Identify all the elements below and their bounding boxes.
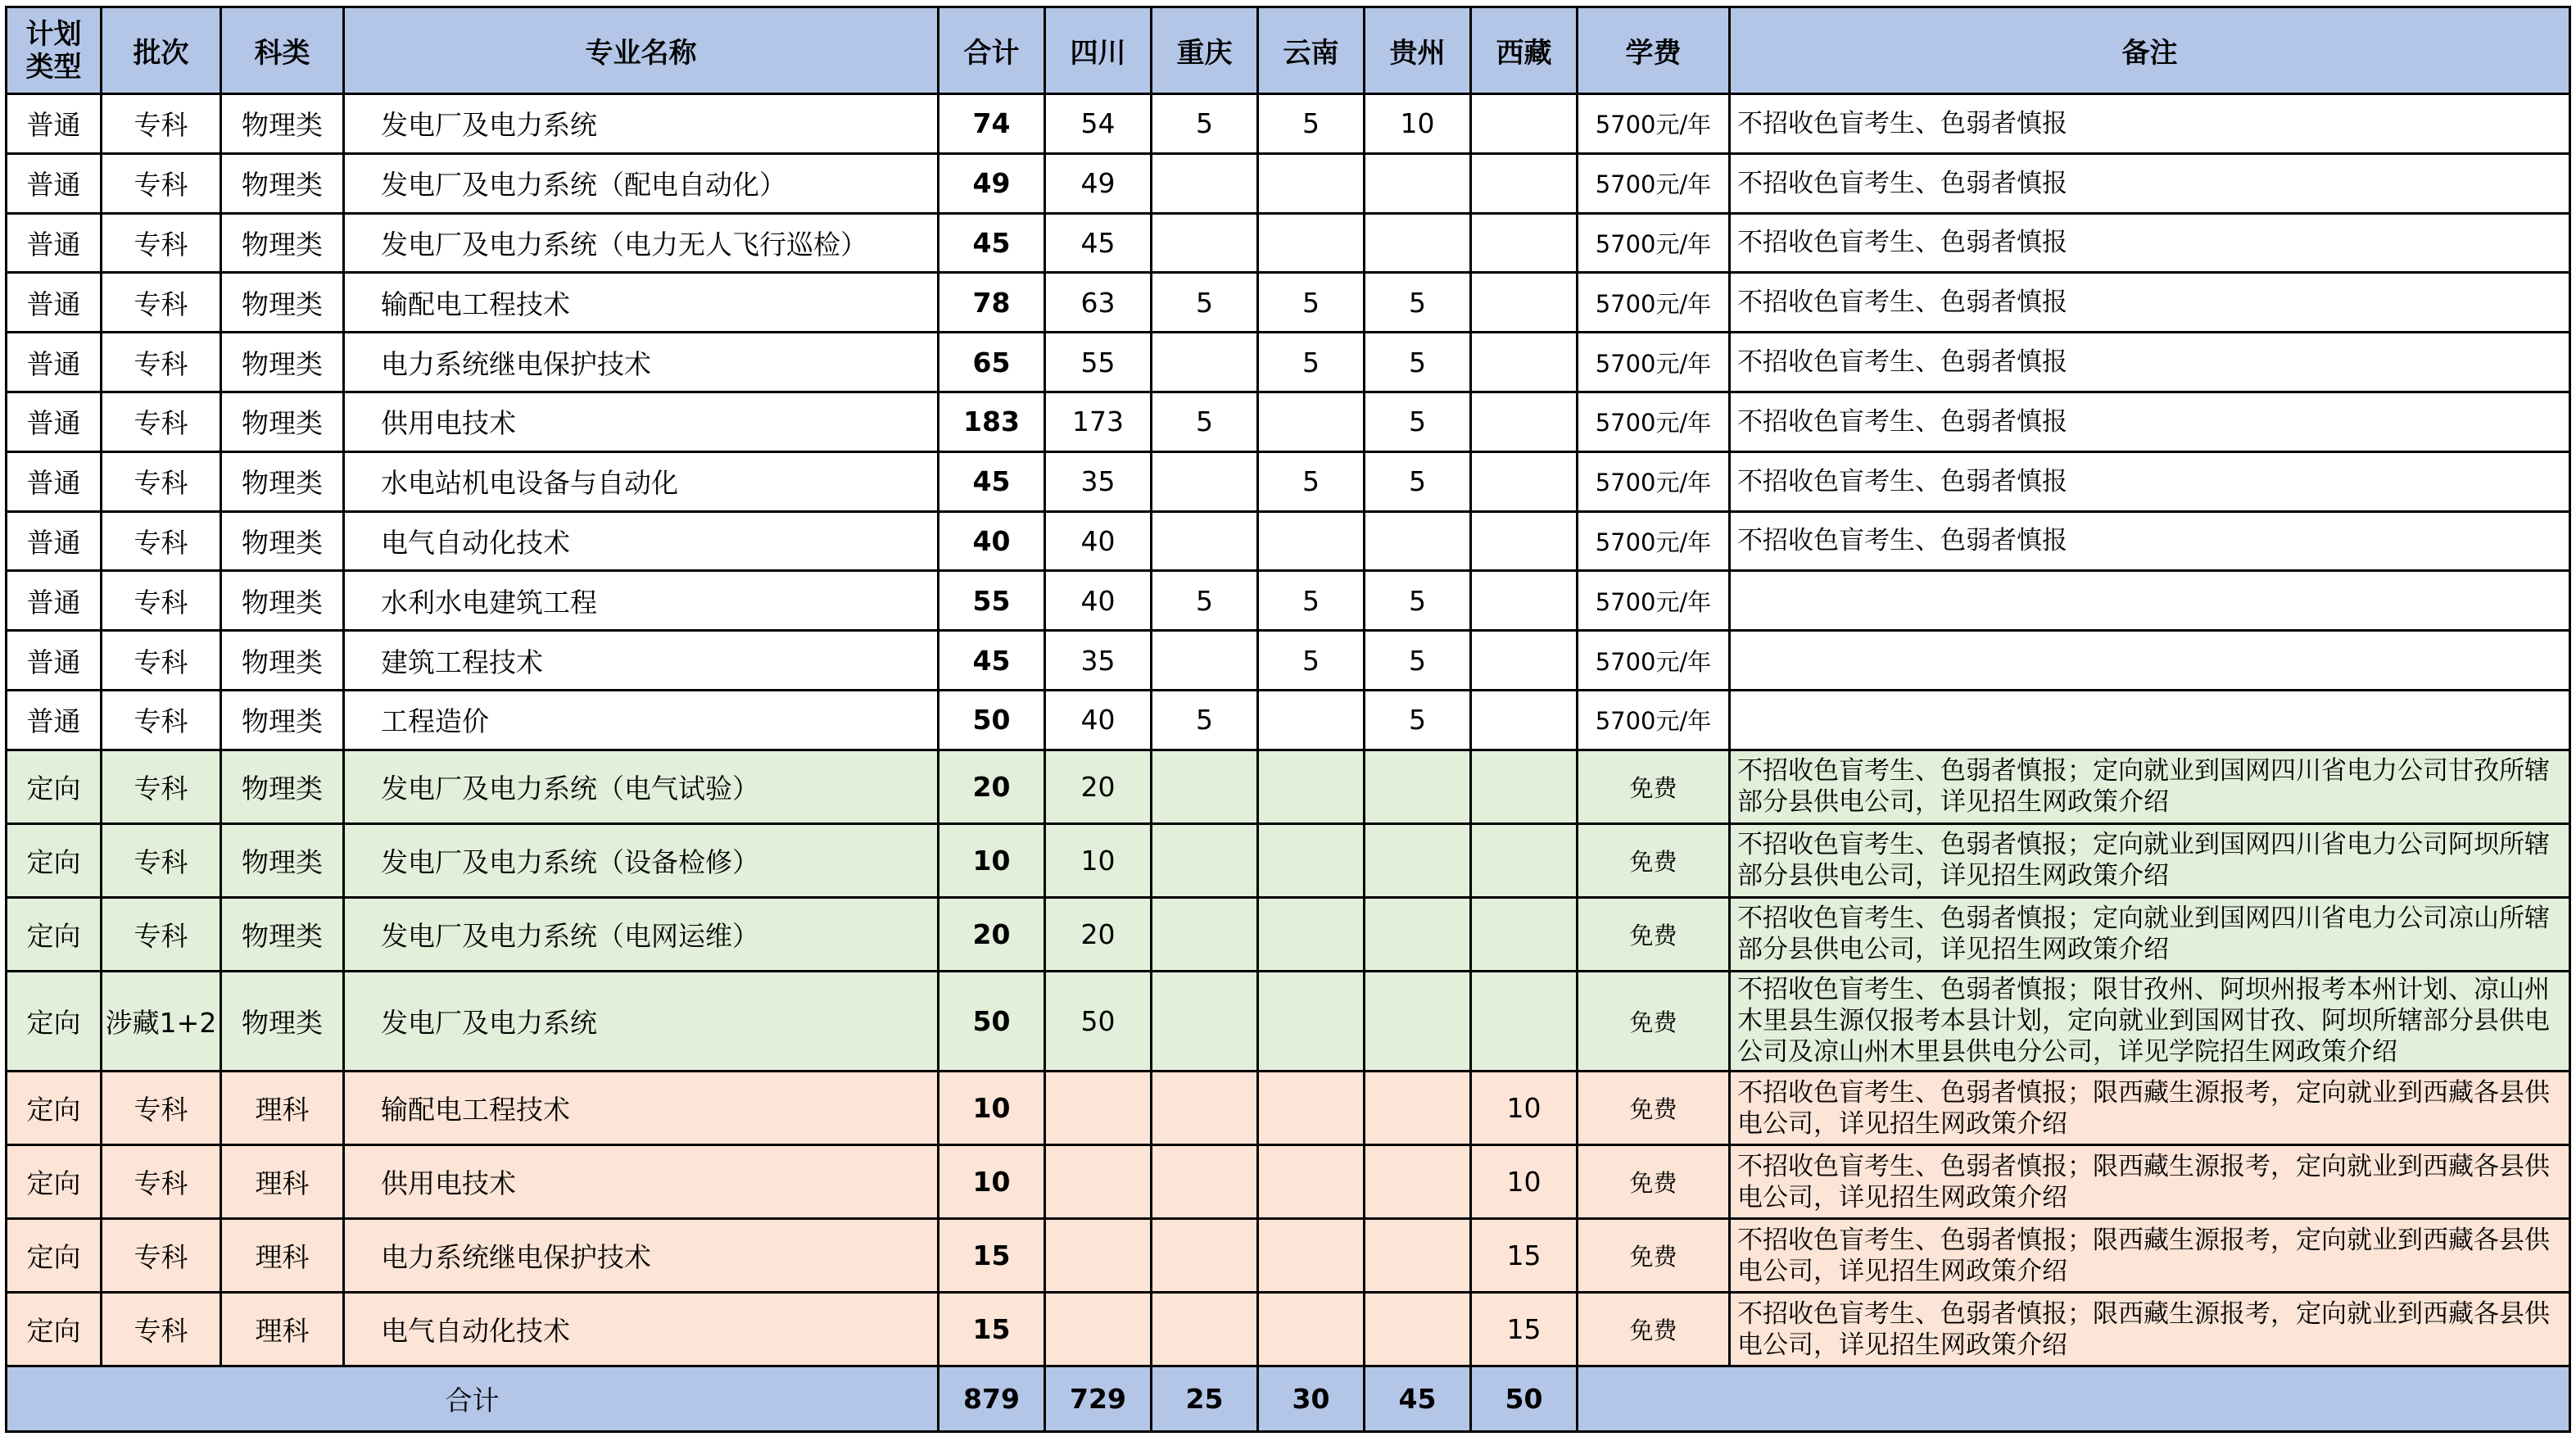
cell-guizhou: 5 — [1365, 631, 1471, 691]
cell-plan-type: 普通 — [7, 690, 102, 750]
cell-batch: 专科 — [102, 213, 221, 273]
cell-category: 物理类 — [221, 451, 344, 511]
cell-guizhou — [1365, 213, 1471, 273]
cell-fee: 5700元/年 — [1578, 571, 1730, 631]
table-row — [7, 1219, 2570, 1293]
cell-note: 不招收色盲考生、色弱者慎报 — [1730, 213, 2570, 273]
cell-guizhou — [1365, 153, 1471, 213]
cell-major-name: 发电厂及电力系统（配电自动化） — [344, 153, 939, 213]
cell-fee: 免费 — [1578, 1293, 1730, 1366]
cell-chongqing: 5 — [1152, 94, 1258, 154]
cell-guizhou — [1365, 1145, 1471, 1219]
cell-category: 物理类 — [221, 631, 344, 691]
cell-yunnan — [1258, 213, 1365, 273]
cell-sichuan: 49 — [1045, 153, 1152, 213]
cell-guizhou — [1365, 511, 1471, 571]
cell-guizhou: 5 — [1365, 273, 1471, 333]
cell-note: 不招收色盲考生、色弱者慎报；限西藏生源报考，定向就业到西藏各县供电公司，详见招生网政策介绍 — [1730, 1145, 2570, 1219]
cell-xizang: 15 — [1471, 1293, 1578, 1366]
cell-plan-type: 普通 — [7, 511, 102, 571]
cell-total: 10 — [939, 1072, 1045, 1145]
header-chongqing: 重庆 — [1152, 7, 1258, 94]
cell-sichuan — [1045, 1072, 1152, 1145]
cell-batch: 专科 — [102, 750, 221, 823]
cell-total: 15 — [939, 1219, 1045, 1293]
cell-plan-type: 普通 — [7, 392, 102, 451]
cell-yunnan: 5 — [1258, 94, 1365, 154]
cell-category: 物理类 — [221, 392, 344, 451]
cell-major-name: 输配电工程技术 — [344, 273, 939, 333]
cell-xizang — [1471, 153, 1578, 213]
cell-yunnan — [1258, 690, 1365, 750]
cell-major-name: 电力系统继电保护技术 — [344, 1219, 939, 1293]
totals-label: 合计 — [7, 1366, 939, 1432]
cell-category: 理科 — [221, 1072, 344, 1145]
cell-guizhou — [1365, 1072, 1471, 1145]
cell-major-name: 发电厂及电力系统（设备检修） — [344, 823, 939, 897]
table-row — [7, 273, 2570, 333]
cell-chongqing — [1152, 1293, 1258, 1366]
cell-chongqing: 5 — [1152, 392, 1258, 451]
cell-batch: 专科 — [102, 690, 221, 750]
cell-chongqing — [1152, 333, 1258, 392]
table-row — [7, 1072, 2570, 1145]
cell-sichuan: 63 — [1045, 273, 1152, 333]
cell-yunnan — [1258, 971, 1365, 1071]
cell-batch: 专科 — [102, 273, 221, 333]
cell-guizhou: 5 — [1365, 392, 1471, 451]
enrollment-plan-table — [5, 6, 2571, 1433]
cell-xizang — [1471, 511, 1578, 571]
cell-sichuan — [1045, 1293, 1152, 1366]
cell-fee: 免费 — [1578, 1145, 1730, 1219]
table-row — [7, 571, 2570, 631]
table-row — [7, 690, 2570, 750]
cell-total: 65 — [939, 333, 1045, 392]
table-row — [7, 392, 2570, 451]
cell-major-name: 输配电工程技术 — [344, 1072, 939, 1145]
cell-yunnan — [1258, 1145, 1365, 1219]
cell-total: 55 — [939, 571, 1045, 631]
cell-chongqing: 5 — [1152, 690, 1258, 750]
cell-xizang — [1471, 631, 1578, 691]
cell-xizang — [1471, 213, 1578, 273]
cell-guizhou — [1365, 1293, 1471, 1366]
cell-category: 理科 — [221, 1293, 344, 1366]
cell-batch: 专科 — [102, 153, 221, 213]
cell-sichuan: 40 — [1045, 511, 1152, 571]
cell-total: 45 — [939, 451, 1045, 511]
cell-batch: 专科 — [102, 333, 221, 392]
table-row — [7, 153, 2570, 213]
cell-fee: 5700元/年 — [1578, 392, 1730, 451]
cell-total: 50 — [939, 971, 1045, 1071]
table-row — [7, 511, 2570, 571]
cell-yunnan: 5 — [1258, 273, 1365, 333]
cell-major-name: 发电厂及电力系统 — [344, 94, 939, 154]
cell-sichuan — [1045, 1219, 1152, 1293]
cell-note: 不招收色盲考生、色弱者慎报 — [1730, 451, 2570, 511]
cell-guizhou: 10 — [1365, 94, 1471, 154]
header-plan-type: 计划 类型 — [7, 7, 102, 94]
cell-total: 49 — [939, 153, 1045, 213]
cell-batch: 专科 — [102, 1072, 221, 1145]
cell-guizhou — [1365, 1219, 1471, 1293]
cell-fee: 5700元/年 — [1578, 451, 1730, 511]
cell-fee: 5700元/年 — [1578, 94, 1730, 154]
cell-yunnan — [1258, 823, 1365, 897]
cell-batch: 专科 — [102, 392, 221, 451]
header-sichuan: 四川 — [1045, 7, 1152, 94]
table-row — [7, 1145, 2570, 1219]
cell-total: 10 — [939, 823, 1045, 897]
cell-major-name: 发电厂及电力系统（电网运维） — [344, 897, 939, 971]
cell-batch: 专科 — [102, 94, 221, 154]
cell-note: 不招收色盲考生、色弱者慎报 — [1730, 94, 2570, 154]
cell-plan-type: 普通 — [7, 153, 102, 213]
cell-category: 理科 — [221, 1145, 344, 1219]
cell-plan-type: 定向 — [7, 1072, 102, 1145]
cell-xizang — [1471, 333, 1578, 392]
cell-yunnan — [1258, 1219, 1365, 1293]
cell-fee: 免费 — [1578, 897, 1730, 971]
cell-plan-type: 定向 — [7, 897, 102, 971]
totals-empty — [1578, 1366, 2570, 1432]
cell-major-name: 电气自动化技术 — [344, 511, 939, 571]
cell-guizhou — [1365, 897, 1471, 971]
header-fee: 学费 — [1578, 7, 1730, 94]
cell-chongqing — [1152, 153, 1258, 213]
cell-note: 不招收色盲考生、色弱者慎报 — [1730, 511, 2570, 571]
totals-sichuan: 729 — [1045, 1366, 1152, 1432]
cell-batch: 涉藏1+2 — [102, 971, 221, 1071]
cell-total: 74 — [939, 94, 1045, 154]
cell-chongqing — [1152, 1219, 1258, 1293]
cell-fee: 5700元/年 — [1578, 690, 1730, 750]
cell-fee: 5700元/年 — [1578, 631, 1730, 691]
cell-xizang — [1471, 392, 1578, 451]
table-row — [7, 451, 2570, 511]
cell-major-name: 发电厂及电力系统（电气试验） — [344, 750, 939, 823]
cell-batch: 专科 — [102, 1219, 221, 1293]
cell-yunnan — [1258, 1072, 1365, 1145]
cell-batch: 专科 — [102, 823, 221, 897]
cell-xizang — [1471, 690, 1578, 750]
header-note: 备注 — [1730, 7, 2570, 94]
cell-xizang — [1471, 971, 1578, 1071]
cell-category: 物理类 — [221, 690, 344, 750]
cell-sichuan: 20 — [1045, 897, 1152, 971]
cell-total: 50 — [939, 690, 1045, 750]
cell-plan-type: 普通 — [7, 213, 102, 273]
cell-sichuan — [1045, 1145, 1152, 1219]
cell-plan-type: 普通 — [7, 451, 102, 511]
cell-chongqing — [1152, 511, 1258, 571]
header-yunnan: 云南 — [1258, 7, 1365, 94]
cell-fee: 免费 — [1578, 750, 1730, 823]
cell-chongqing — [1152, 631, 1258, 691]
cell-category: 物理类 — [221, 213, 344, 273]
cell-batch: 专科 — [102, 631, 221, 691]
cell-major-name: 建筑工程技术 — [344, 631, 939, 691]
cell-plan-type: 普通 — [7, 94, 102, 154]
cell-batch: 专科 — [102, 511, 221, 571]
header-major: 专业名称 — [344, 7, 939, 94]
cell-note: 不招收色盲考生、色弱者慎报；定向就业到国网四川省电力公司凉山所辖部分县供电公司，详见招生网政策介绍 — [1730, 897, 2570, 971]
cell-note: 不招收色盲考生、色弱者慎报；限西藏生源报考，定向就业到西藏各县供电公司，详见招生网政策介绍 — [1730, 1072, 2570, 1145]
cell-guizhou — [1365, 823, 1471, 897]
table-row — [7, 333, 2570, 392]
cell-category: 物理类 — [221, 273, 344, 333]
table-row — [7, 94, 2570, 154]
cell-major-name: 电气自动化技术 — [344, 1293, 939, 1366]
cell-major-name: 供用电技术 — [344, 1145, 939, 1219]
totals-yunnan: 30 — [1258, 1366, 1365, 1432]
table-row — [7, 971, 2570, 1071]
cell-major-name: 发电厂及电力系统 — [344, 971, 939, 1071]
cell-total: 10 — [939, 1145, 1045, 1219]
cell-category: 物理类 — [221, 823, 344, 897]
cell-note: 不招收色盲考生、色弱者慎报 — [1730, 273, 2570, 333]
cell-guizhou: 5 — [1365, 333, 1471, 392]
header-batch: 批次 — [102, 7, 221, 94]
cell-major-name: 水电站机电设备与自动化 — [344, 451, 939, 511]
cell-total: 45 — [939, 631, 1045, 691]
cell-total: 15 — [939, 1293, 1045, 1366]
cell-category: 物理类 — [221, 571, 344, 631]
cell-fee: 免费 — [1578, 823, 1730, 897]
table-row — [7, 1293, 2570, 1366]
header-guizhou: 贵州 — [1365, 7, 1471, 94]
cell-major-name: 电力系统继电保护技术 — [344, 333, 939, 392]
cell-plan-type: 定向 — [7, 1293, 102, 1366]
cell-guizhou — [1365, 971, 1471, 1071]
cell-yunnan — [1258, 897, 1365, 971]
cell-guizhou: 5 — [1365, 571, 1471, 631]
cell-total: 183 — [939, 392, 1045, 451]
totals-row — [7, 1366, 2570, 1432]
cell-note: 不招收色盲考生、色弱者慎报 — [1730, 333, 2570, 392]
totals-guizhou: 45 — [1365, 1366, 1471, 1432]
cell-note: 不招收色盲考生、色弱者慎报 — [1730, 153, 2570, 213]
cell-fee: 5700元/年 — [1578, 333, 1730, 392]
cell-batch: 专科 — [102, 897, 221, 971]
cell-chongqing — [1152, 897, 1258, 971]
cell-chongqing — [1152, 750, 1258, 823]
cell-total: 20 — [939, 897, 1045, 971]
header-total: 合计 — [939, 7, 1045, 94]
cell-yunnan — [1258, 1293, 1365, 1366]
cell-plan-type: 普通 — [7, 571, 102, 631]
cell-note: 不招收色盲考生、色弱者慎报；限西藏生源报考，定向就业到西藏各县供电公司，详见招生网政策介绍 — [1730, 1219, 2570, 1293]
cell-xizang — [1471, 273, 1578, 333]
cell-plan-type: 普通 — [7, 333, 102, 392]
cell-xizang — [1471, 823, 1578, 897]
cell-yunnan — [1258, 511, 1365, 571]
cell-sichuan: 55 — [1045, 333, 1152, 392]
cell-category: 物理类 — [221, 971, 344, 1071]
cell-note: 不招收色盲考生、色弱者慎报；定向就业到国网四川省电力公司甘孜所辖部分县供电公司，详见招生网政策介绍 — [1730, 750, 2570, 823]
cell-guizhou: 5 — [1365, 451, 1471, 511]
table-row — [7, 631, 2570, 691]
header-xizang: 西藏 — [1471, 7, 1578, 94]
cell-yunnan — [1258, 750, 1365, 823]
cell-plan-type: 普通 — [7, 273, 102, 333]
cell-note: 不招收色盲考生、色弱者慎报；限甘孜州、阿坝州报考本州计划、凉山州木里县生源仅报考本县计划，定向就业到国网甘孜、阿坝所辖部分县供电公司及凉山州木里县供电分公司，详见学院招生网政策介绍 — [1730, 971, 2570, 1071]
cell-total: 40 — [939, 511, 1045, 571]
cell-chongqing: 5 — [1152, 571, 1258, 631]
table-row — [7, 213, 2570, 273]
cell-plan-type: 定向 — [7, 750, 102, 823]
table-row — [7, 897, 2570, 971]
header-category: 科类 — [221, 7, 344, 94]
cell-xizang: 15 — [1471, 1219, 1578, 1293]
cell-guizhou — [1365, 750, 1471, 823]
cell-category: 物理类 — [221, 897, 344, 971]
cell-fee: 5700元/年 — [1578, 273, 1730, 333]
cell-guizhou: 5 — [1365, 690, 1471, 750]
cell-fee: 5700元/年 — [1578, 153, 1730, 213]
cell-xizang — [1471, 897, 1578, 971]
cell-fee: 免费 — [1578, 1219, 1730, 1293]
cell-total: 78 — [939, 273, 1045, 333]
cell-sichuan: 45 — [1045, 213, 1152, 273]
cell-batch: 专科 — [102, 1145, 221, 1219]
cell-fee: 免费 — [1578, 971, 1730, 1071]
cell-chongqing — [1152, 971, 1258, 1071]
cell-note: 不招收色盲考生、色弱者慎报；限西藏生源报考，定向就业到西藏各县供电公司，详见招生网政策介绍 — [1730, 1293, 2570, 1366]
header-row — [7, 7, 2570, 94]
cell-category: 物理类 — [221, 94, 344, 154]
cell-fee: 5700元/年 — [1578, 213, 1730, 273]
cell-chongqing — [1152, 823, 1258, 897]
cell-sichuan: 40 — [1045, 690, 1152, 750]
cell-plan-type: 定向 — [7, 1219, 102, 1293]
cell-sichuan: 20 — [1045, 750, 1152, 823]
cell-xizang — [1471, 451, 1578, 511]
cell-category: 理科 — [221, 1219, 344, 1293]
cell-note — [1730, 571, 2570, 631]
cell-xizang: 10 — [1471, 1072, 1578, 1145]
totals-xizang: 50 — [1471, 1366, 1578, 1432]
cell-sichuan: 54 — [1045, 94, 1152, 154]
cell-batch: 专科 — [102, 451, 221, 511]
cell-yunnan: 5 — [1258, 333, 1365, 392]
cell-chongqing — [1152, 1072, 1258, 1145]
cell-chongqing: 5 — [1152, 273, 1258, 333]
cell-major-name: 工程造价 — [344, 690, 939, 750]
cell-note — [1730, 631, 2570, 691]
cell-sichuan: 40 — [1045, 571, 1152, 631]
cell-chongqing — [1152, 451, 1258, 511]
cell-sichuan: 35 — [1045, 631, 1152, 691]
cell-category: 物理类 — [221, 750, 344, 823]
cell-sichuan: 35 — [1045, 451, 1152, 511]
totals-total: 879 — [939, 1366, 1045, 1432]
cell-fee: 5700元/年 — [1578, 511, 1730, 571]
cell-yunnan: 5 — [1258, 571, 1365, 631]
cell-yunnan — [1258, 392, 1365, 451]
cell-yunnan — [1258, 153, 1365, 213]
cell-xizang — [1471, 94, 1578, 154]
cell-yunnan: 5 — [1258, 451, 1365, 511]
table-row — [7, 750, 2570, 823]
table-body — [7, 94, 2570, 1366]
cell-total: 45 — [939, 213, 1045, 273]
cell-category: 物理类 — [221, 333, 344, 392]
cell-plan-type: 普通 — [7, 631, 102, 691]
cell-category: 物理类 — [221, 153, 344, 213]
cell-major-name: 发电厂及电力系统（电力无人飞行巡检） — [344, 213, 939, 273]
cell-yunnan: 5 — [1258, 631, 1365, 691]
cell-chongqing — [1152, 1145, 1258, 1219]
cell-xizang — [1471, 571, 1578, 631]
cell-sichuan: 173 — [1045, 392, 1152, 451]
cell-total: 20 — [939, 750, 1045, 823]
cell-major-name: 水利水电建筑工程 — [344, 571, 939, 631]
cell-chongqing — [1152, 213, 1258, 273]
cell-category: 物理类 — [221, 511, 344, 571]
cell-note: 不招收色盲考生、色弱者慎报 — [1730, 392, 2570, 451]
cell-batch: 专科 — [102, 571, 221, 631]
totals-chongqing: 25 — [1152, 1366, 1258, 1432]
cell-xizang — [1471, 750, 1578, 823]
cell-note — [1730, 690, 2570, 750]
cell-major-name: 供用电技术 — [344, 392, 939, 451]
cell-xizang: 10 — [1471, 1145, 1578, 1219]
cell-sichuan: 50 — [1045, 971, 1152, 1071]
cell-fee: 免费 — [1578, 1072, 1730, 1145]
cell-plan-type: 定向 — [7, 971, 102, 1071]
cell-sichuan: 10 — [1045, 823, 1152, 897]
cell-note: 不招收色盲考生、色弱者慎报；定向就业到国网四川省电力公司阿坝所辖部分县供电公司，详见招生网政策介绍 — [1730, 823, 2570, 897]
table-row — [7, 823, 2570, 897]
cell-plan-type: 定向 — [7, 1145, 102, 1219]
cell-batch: 专科 — [102, 1293, 221, 1366]
cell-plan-type: 定向 — [7, 823, 102, 897]
